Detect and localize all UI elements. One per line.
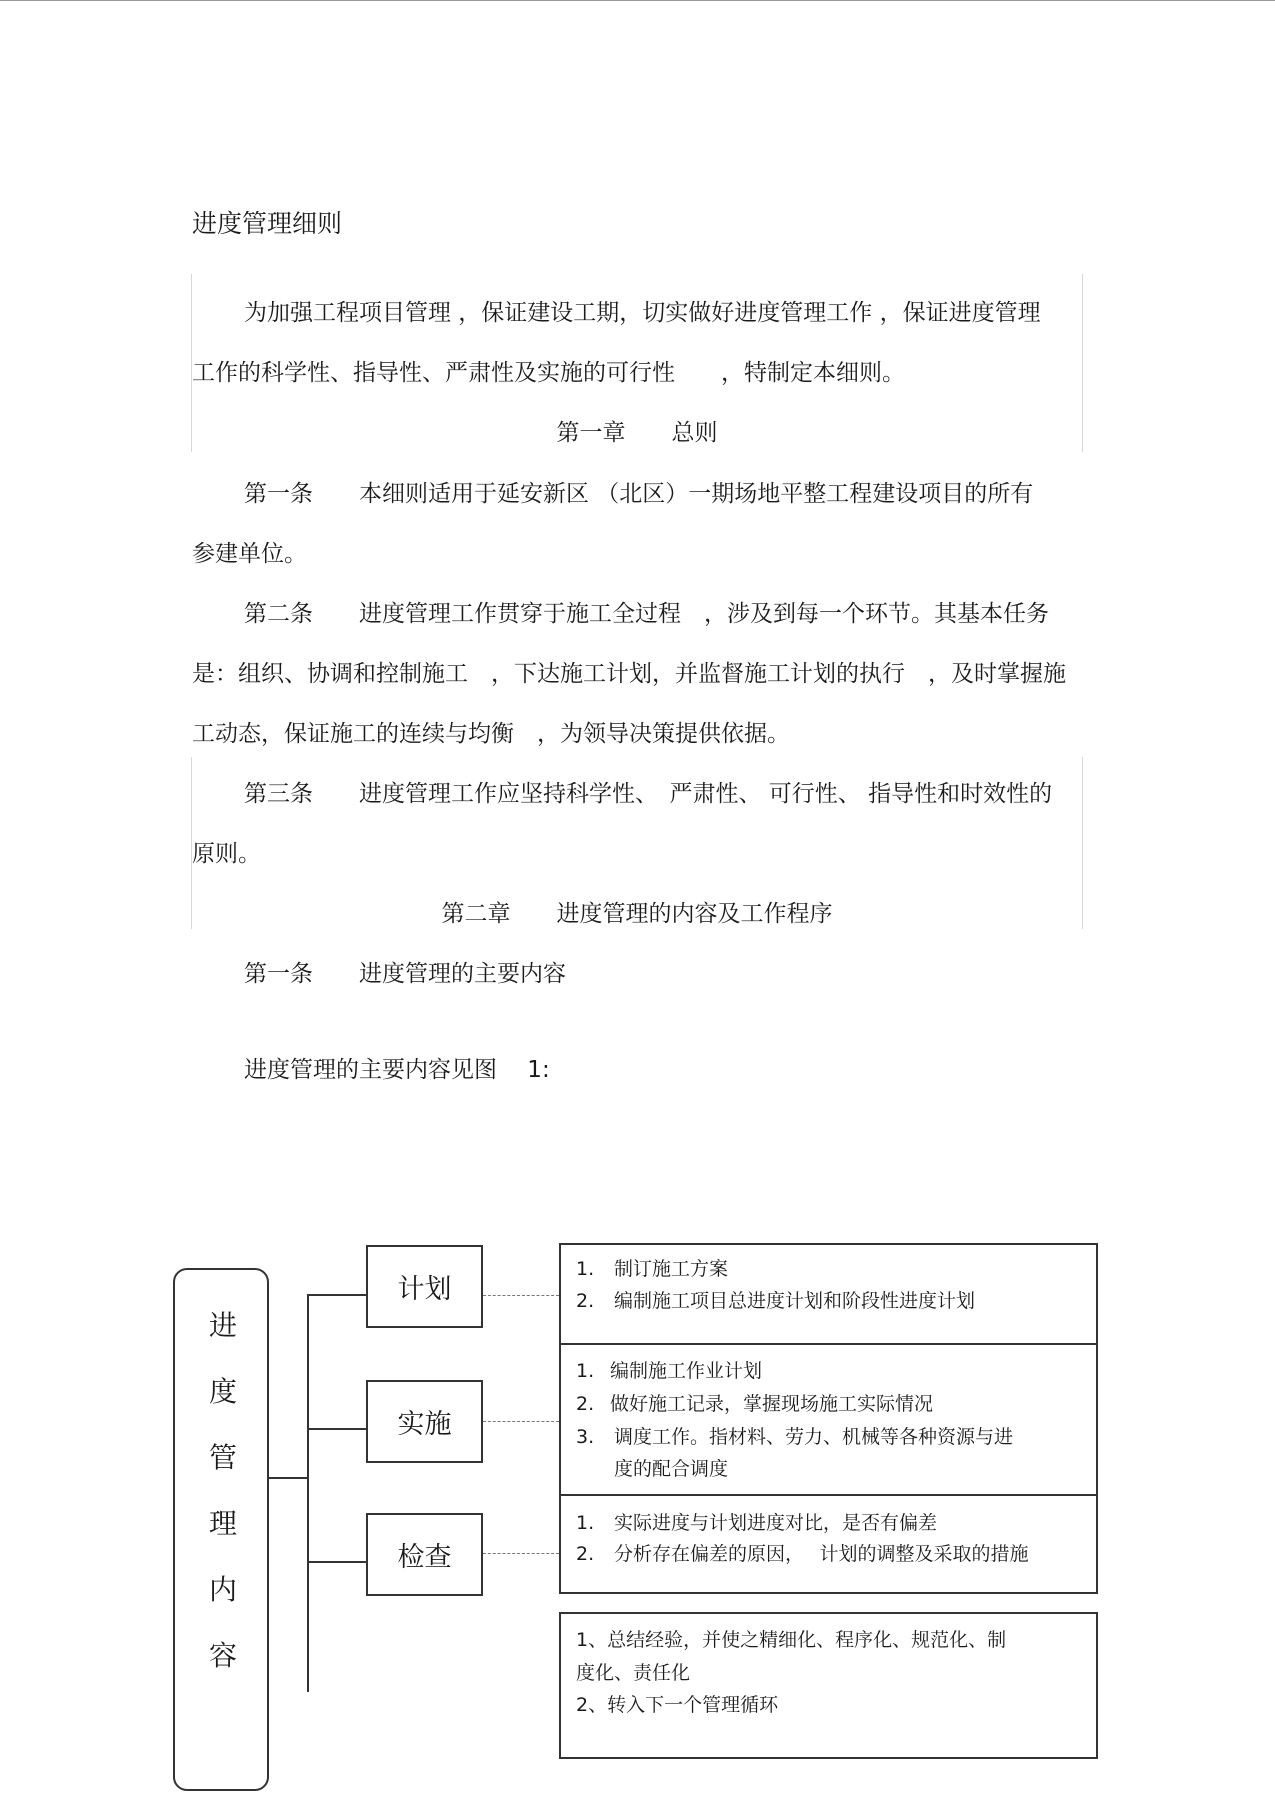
intro-line-2: 工作的科学性、指导性、严肃性及实施的可行性 ，特制定本细则。 (192, 360, 905, 386)
plan-item-1: 1. 制订施工方案 (576, 1258, 729, 1280)
summary-line-3: 2、转入下一个管理循环 (576, 1694, 779, 1716)
article2-line-2: 是：组织、协调和控制施工 ，下达施工计划，并监督施工计划的执行 ，及时掌握施 (192, 661, 1066, 687)
implement-item-3-continued: 度的配合调度 (614, 1458, 729, 1480)
article2-line-1: 第二条 进度管理工作贯穿于施工全过程 ，涉及到每一个环节。其基本任务 (244, 601, 1049, 627)
category-plan: 计划 (366, 1245, 483, 1328)
category-check: 检查 (366, 1513, 483, 1596)
implement-item-1: 1. 编制施工作业计划 (576, 1360, 763, 1382)
leader-plan (483, 1295, 559, 1296)
implement-item-3: 3. 调度工作。指材料、劳力、机械等各种资源与进 (576, 1426, 1014, 1448)
article3-line-1: 第三条 进度管理工作应坚持科学性、 严肃性、 可行性、 指导性和时效性的 (244, 781, 1053, 807)
chapter2-heading: 第二章 进度管理的内容及工作程序 (441, 901, 833, 927)
chapter1-heading: 第一章 总则 (556, 420, 718, 446)
check-item-1: 1. 实际进度与计划进度对比，是否有偏差 (576, 1512, 938, 1534)
summary-line-2: 度化、责任化 (576, 1662, 691, 1684)
root-char: 进 (208, 1309, 237, 1342)
check-item-2: 2. 分析存在偏差的原因， 计划的调整及采取的措施 (576, 1543, 1029, 1565)
root-char: 内 (208, 1573, 237, 1606)
category-implement: 实施 (366, 1380, 483, 1463)
article3-line-2: 原则。 (192, 841, 261, 867)
chapter2-article1: 第一条 进度管理的主要内容 (244, 961, 566, 987)
page-top-rule (0, 0, 1275, 1)
detail-box-check (559, 1494, 1098, 1594)
article2-line-3: 工动态，保证施工的连续与均衡 ，为领导决策提供依据。 (192, 721, 790, 747)
margin-rule-right-2 (1082, 757, 1083, 929)
root-char: 容 (208, 1639, 237, 1672)
article1-line-1: 第一条 本细则适用于延安新区 （北区）一期场地平整工程建设项目的所有 (244, 481, 1034, 507)
root-box (173, 1268, 269, 1791)
figure-reference: 进度管理的主要内容见图 1: (244, 1057, 550, 1083)
detail-box-summary (559, 1612, 1098, 1759)
leader-implement (483, 1421, 559, 1422)
connector-branch-check (307, 1561, 367, 1563)
article1-line-2: 参建单位。 (192, 541, 307, 567)
root-char: 理 (208, 1507, 237, 1540)
leader-check (483, 1553, 559, 1554)
root-char: 管 (208, 1441, 237, 1474)
connector-trunk (307, 1294, 309, 1692)
connector-branch-implement (307, 1428, 367, 1430)
intro-line-1: 为加强工程项目管理 ，保证建设工期，切实做好进度管理工作 ，保证进度管理 (244, 300, 1041, 326)
margin-rule-right-1 (1082, 274, 1083, 452)
connector-branch-plan (307, 1294, 367, 1296)
summary-line-1: 1、总结经验，并使之精细化、程序化、规范化、制 (576, 1629, 1007, 1651)
document-title: 进度管理细则 (192, 209, 343, 238)
detail-box-plan (559, 1243, 1098, 1346)
root-char: 度 (208, 1375, 237, 1408)
connector-root-horizontal (269, 1477, 309, 1479)
plan-item-2: 2. 编制施工项目总进度计划和阶段性进度计划 (576, 1290, 976, 1312)
implement-item-2: 2. 做好施工记录，掌握现场施工实际情况 (576, 1393, 934, 1415)
detail-box-implement (559, 1343, 1098, 1497)
